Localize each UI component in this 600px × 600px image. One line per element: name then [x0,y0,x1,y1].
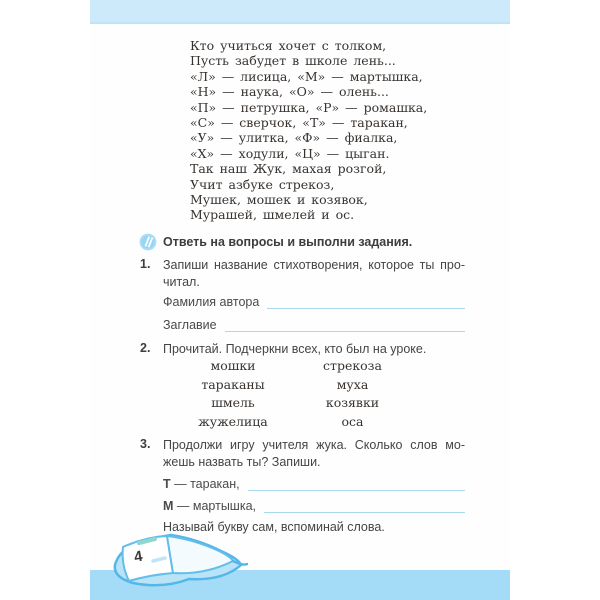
letter-t-answer-line[interactable] [248,475,465,491]
word-item[interactable]: оса [341,414,364,430]
poem-line: «П» — петрушка, «Р» — ромашка, [190,99,428,115]
poem-line: «Х» — ходули, «Ц» — цыган. [190,145,390,161]
poem-line: Мушек, мошек и козявок, [190,192,368,208]
word-item[interactable]: жужелица [198,414,268,430]
poem-line: «С» — сверчок, «Т» — таракан, [190,115,408,131]
task-2-text-line: Прочитай. Подчеркни всех, кто был на уроке. [163,342,427,356]
poem-line: «У» — улитка, «Ф» — фиалка, [190,130,398,146]
title-field-row [163,315,465,332]
task-1-number: 1. [140,257,151,271]
letter-m-field-row [163,496,465,513]
poem-line: Так наш Жук, махая розгой, [190,161,387,177]
word-item[interactable]: шмель [211,395,255,411]
poem-line: «Л» — лисица, «М» — мартышка, [190,68,423,84]
task-1-text-line: Запиши название стихотворения, которое ты про- [163,258,465,272]
task-2-text [163,341,465,358]
poem-line: Учит азбуке стрекоз, [190,176,335,192]
poem-line: Кто учиться хочет с толком, [190,38,387,53]
task-1-text-line: читал. [163,275,200,289]
task-3-footer: Называй букву сам, вспоминай слова. [163,520,385,534]
letter-t-label: Т [163,477,171,491]
word-item[interactable]: муха [336,376,369,392]
task-1-text [163,257,465,291]
author-field-row [163,292,465,309]
word-item[interactable]: мошки [210,358,256,373]
instruction-text: Ответь на вопросы и выполни задания. [163,235,413,249]
letter-t-field-row [163,474,465,491]
letter-m-answer-line[interactable] [264,497,465,513]
instruction-row [139,233,412,251]
task-3-text-line: жешь назвать ты? Запиши. [163,455,321,469]
letter-t-word: — таракан, [174,477,240,491]
poem-line: Пусть забудет в школе лень... [190,53,396,69]
task-3-number: 3. [140,437,151,451]
open-book-illustration [93,531,248,595]
author-answer-line[interactable] [267,293,465,309]
task-3-text-line: Продолжи игру учителя жука. Сколько слов мо- [163,438,465,452]
letter-m-label: М [163,499,174,513]
title-field-label: Заглавие [163,318,217,332]
word-item[interactable]: тараканы [201,376,265,392]
word-column-right [290,357,415,432]
word-item[interactable]: козявки [325,395,380,411]
poem [190,38,470,223]
page-number: 4 [132,547,144,566]
title-answer-line[interactable] [225,316,465,332]
pencil-strokes-icon [139,233,157,251]
task-2-number: 2. [140,341,151,355]
word-column-left [163,357,303,432]
poem-line: Мурашей, шмелей и ос. [190,207,355,223]
poem-line: «Н» — наука, «О» — олень... [190,84,389,100]
task-3-text [163,437,465,471]
author-field-label: Фамилия автора [163,295,260,309]
letter-m-word: — мартышка, [176,499,257,513]
word-item[interactable]: стрекоза [323,358,382,373]
top-border-bar [90,0,510,24]
